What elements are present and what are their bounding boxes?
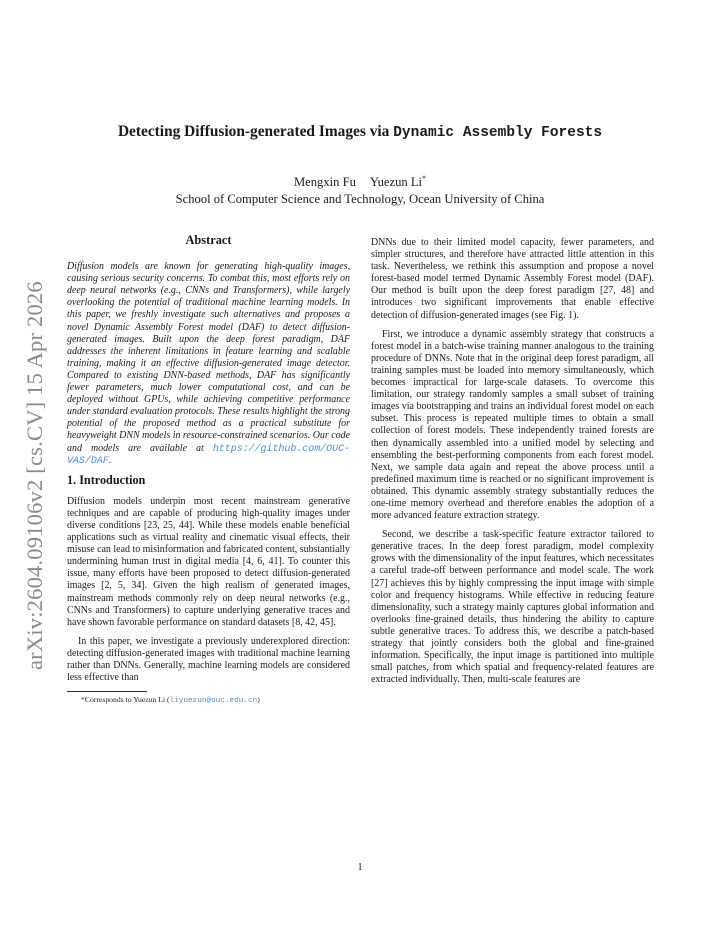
right-paragraph-1: DNNs due to their limited model capacity, fewer parameters, and simpler structures, and therefore have attracted little attention in this task. Nevertheless, we rethink this assumption and propose a novel forest-based model termed Dynamic Assembly Forest model (DAF). Our method is built upon the deep forest paradigm [27, 48] and introduces two significant improvements that enable effective detection of diffusion-generated images (see Fig. 1). bbox=[371, 237, 654, 321]
footnote-rule bbox=[67, 691, 147, 692]
affiliation: School of Computer Science and Technology, Ocean University of China bbox=[175, 192, 545, 207]
author-2: Yuezun Li bbox=[369, 175, 423, 190]
title-highlight: Dynamic Assembly Forests bbox=[393, 125, 603, 141]
paper-title bbox=[60, 123, 660, 141]
intro-paragraph-1: Diffusion models underpin most recent mainstream generative techniques and are capable of producing high-quality images under diverse conditions [23, 25, 44]. While these models enable beneficial applications such as virtual reality and cinematic visual effects, their misuse can lead to misinformation and fabricated content, substantially undermining human trust in digital media [4, 6, 41]. To counter this issue, many efforts have been proposed to detect diffusion-generated images [2, 5, 34]. Given the high realism of generated images, mainstream methods commonly rely on deep neural networks (e.g., CNNs and Transformers) to capture underlying generative traces and have shown favorable performance on standard datasets [8, 42, 45]. bbox=[67, 495, 350, 628]
abstract-heading: Abstract bbox=[185, 233, 232, 247]
author-names bbox=[60, 170, 660, 191]
right-paragraph-3: Second, we describe a task-specific feature extractor tailored to generative traces. In the deep forest paradigm, model complexity grows with the dimensionality of the input features, which necessitates a careful trade-off between performance and model scale. The work [27] achieves this by highly compressing the input image with simple color and frequency histograms. While effective in reducing feature dimensionality, such a strategy mainly captures global information and overlooks fine-grained details, thus hindering the ability to capture subtle generative traces. To address this, we describe a patch-based strategy that jointly considers both the global and fine-grained information. Specifically, the input image is partitioned into multiple small patches, from which spatial and frequency-related features are extracted individually. Then, multi-scale features are bbox=[371, 529, 654, 686]
arxiv-stamp: arXiv:2604.09106v2 [cs.CV] 15 Apr 2026 bbox=[22, 281, 47, 670]
author-block bbox=[60, 170, 660, 208]
footnote-email[interactable]: liyuezun@ouc.edu.cn bbox=[169, 697, 258, 706]
code-link[interactable]: https://github.com/OUC-VAS/DAF bbox=[67, 442, 351, 466]
left-column bbox=[67, 234, 350, 706]
section-heading-introduction: 1. Introduction bbox=[67, 472, 146, 487]
right-paragraph-2: First, we introduce a dynamic assembly strategy that constructs a forest model in a batch-wise training manner analogous to the training procedure of DNNs. Note that in the original deep forest paradigm, all training samples must be loaded into memory simultaneously, which becomes impractical for large-scale datasets. To overcome this limitation, our strategy randomly samples a small subset of training images via bootstrapping and trains an individual forest model on each subset. This process is repeated multiple times to obtain a small collection of forest models. These independently trained forests are then dynamically assembled into a unified model by selecting and ensembling the best-performing components from each forest model. Next, we sample data again and repeat the above process until a predefined maximum time is reached or no significant improvement is obtained. This dynamic assembly strategy substantially reduces the one-time memory overhead and therefore enables the adoption of a more advanced feature extraction strategy. bbox=[371, 328, 654, 522]
footnote-close: ) bbox=[257, 695, 260, 705]
title-prefix: Detecting Diffusion-generated Images via bbox=[117, 123, 394, 140]
abstract-end: . bbox=[108, 454, 112, 466]
author-1: Mengxin Fu bbox=[293, 175, 356, 190]
page-number: 1 bbox=[357, 862, 363, 873]
right-column bbox=[371, 237, 654, 693]
footnote-text: *Corresponds to Yuezun Li ( bbox=[81, 695, 170, 705]
abstract-body: Diffusion models are known for generating high-quality images, causing serious security concerns. To combat this, most efforts rely on deep neural networks (e.g., CNNs and Transformers), while largely overlooking the potential of traditional machine learning models. In this paper, we freshly investigate such alternatives and proposes a novel Dynamic Assembly Forest model (DAF) to detect diffusion-generated images. Built upon the deep forest paradigm, DAF addresses the inherent limitations in feature learning and scalable training, making it an effective diffusion-generated image detector. Compared to existing DNN-based methods, DAF has significantly fewer parameters, much lower computational cost, and can be deployed without GPUs, while achieving competitive performance under standard evaluation protocols. These results highlight the strong potential of the proposed method as a practical substitute for heavyweight DNN models in resource-constrained scenarios. Our code and models are available at bbox=[67, 261, 350, 454]
corresponding-mark: * bbox=[422, 174, 427, 183]
abstract-text bbox=[67, 261, 350, 467]
intro-paragraph-2: In this paper, we investigate a previously underexplored direction: detecting diffusion-generated images with traditional machine learning rather than DNNs. Generally, machine learning models are considered less effective than bbox=[67, 635, 350, 684]
footnote bbox=[67, 695, 350, 706]
